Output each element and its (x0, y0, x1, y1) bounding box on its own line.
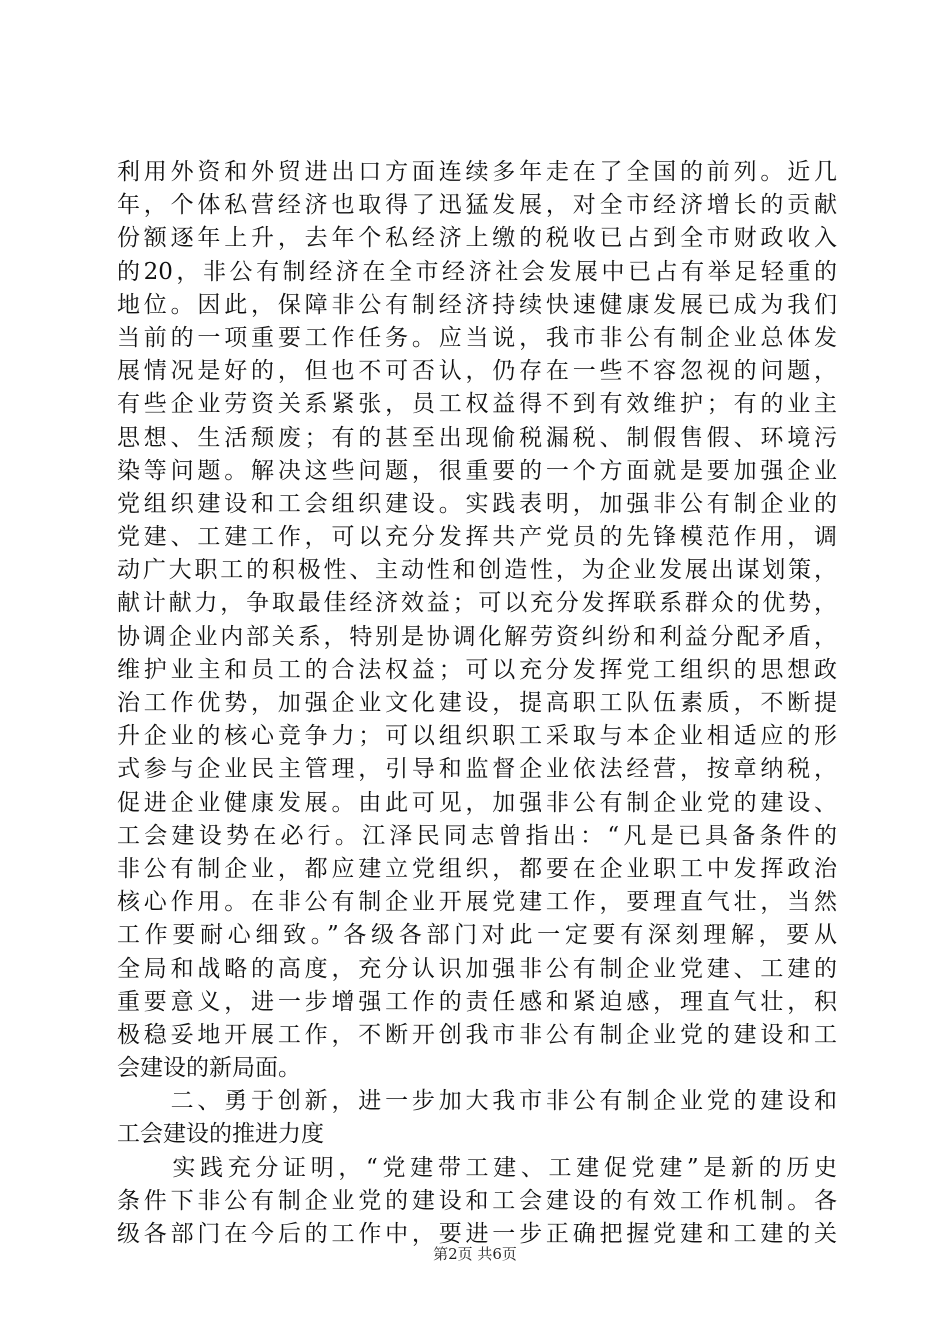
text-line: 重要意义，进一步增强工作的责任感和紧迫感，理直气壮，积 (117, 988, 837, 1015)
text-line: 有些企业劳资关系紧张，员工权益得不到有效维护；有的业主 (117, 391, 837, 418)
text-line: 染等问题。解决这些问题，很重要的一个方面就是要加强企业 (117, 457, 837, 484)
text-line: 实践充分证明，“党建带工建、工建促党建”是新的历史 (117, 1154, 837, 1181)
text-line: 核心作用。在非公有制企业开展党建工作，要理直气壮，当然 (117, 889, 837, 916)
text-line: 条件下非公有制企业党的建设和工会建设的有效工作机制。各 (117, 1187, 837, 1214)
text-line: 份额逐年上升，去年个私经济上缴的税收已占到全市财政收入 (117, 225, 837, 252)
text-line: 动广大职工的积极性、主动性和创造性，为企业发展出谋划策， (117, 557, 837, 584)
text-line: 极稳妥地开展工作，不断开创我市非公有制企业党的建设和工 (117, 1021, 837, 1048)
text-line: 当前的一项重要工作任务。应当说，我市非公有制企业总体发 (117, 324, 837, 351)
text-line: 全局和战略的高度，充分认识加强非公有制企业党建、工建的 (117, 955, 837, 982)
text-line: 献计献力，争取最佳经济效益；可以充分发挥联系群众的优势， (117, 590, 837, 617)
page-footer: 第2页 共6页 (433, 1245, 517, 1263)
text-line: 工作要耐心细致。”各级各部门对此一定要有深刻理解，要从 (117, 922, 837, 949)
text-line: 利用外资和外贸进出口方面连续多年走在了全国的前列。近几 (117, 159, 837, 185)
text-line: 二、勇于创新，进一步加大我市非公有制企业党的建设和 (117, 1088, 837, 1115)
text-line: 治工作优势，加强企业文化建设，提高职工队伍素质，不断提 (117, 690, 837, 716)
text-line: 协调企业内部关系，特别是协调化解劳资纠纷和利益分配矛盾， (117, 623, 837, 650)
text-line: 升企业的核心竞争力；可以组织职工采取与本企业相适应的形 (117, 723, 837, 750)
text-line: 党建、工建工作，可以充分发挥共产党员的先锋模范作用，调 (117, 524, 837, 551)
text-line: 的20，非公有制经济在全市经济社会发展中已占有举足轻重的 (117, 258, 837, 285)
text-line: 党组织建设和工会组织建设。实践表明，加强非公有制企业的 (117, 490, 837, 517)
text-line: 会建设的新局面。 (117, 1055, 301, 1082)
text-line: 工会建设的推进力度 (117, 1121, 324, 1148)
text-line: 思想、生活颓废；有的甚至出现偷税漏税、制假售假、环境污 (117, 424, 837, 451)
text-line: 式参与企业民主管理，引导和监督企业依法经营，按章纳税， (117, 756, 837, 783)
text-line: 展情况是好的，但也不可否认，仍存在一些不容忽视的问题， (117, 358, 837, 385)
body-text (117, 156, 837, 1251)
text-line: 非公有制企业，都应建立党组织，都要在企业职工中发挥政治 (117, 855, 837, 882)
text-line: 工会建设势在必行。江泽民同志曾指出：“凡是已具备条件的 (117, 822, 837, 849)
text-line: 促进企业健康发展。由此可见，加强非公有制企业党的建设、 (117, 789, 837, 816)
text-line: 地位。因此，保障非公有制经济持续快速健康发展已成为我们 (117, 291, 837, 318)
text-line: 级各部门在今后的工作中，要进一步正确把握党建和工建的关 (117, 1221, 837, 1247)
text-line: 年，个体私营经济也取得了迅猛发展，对全市经济增长的贡献 (117, 192, 837, 219)
text-line: 维护业主和员工的合法权益；可以充分发挥党工组织的思想政 (117, 656, 837, 683)
